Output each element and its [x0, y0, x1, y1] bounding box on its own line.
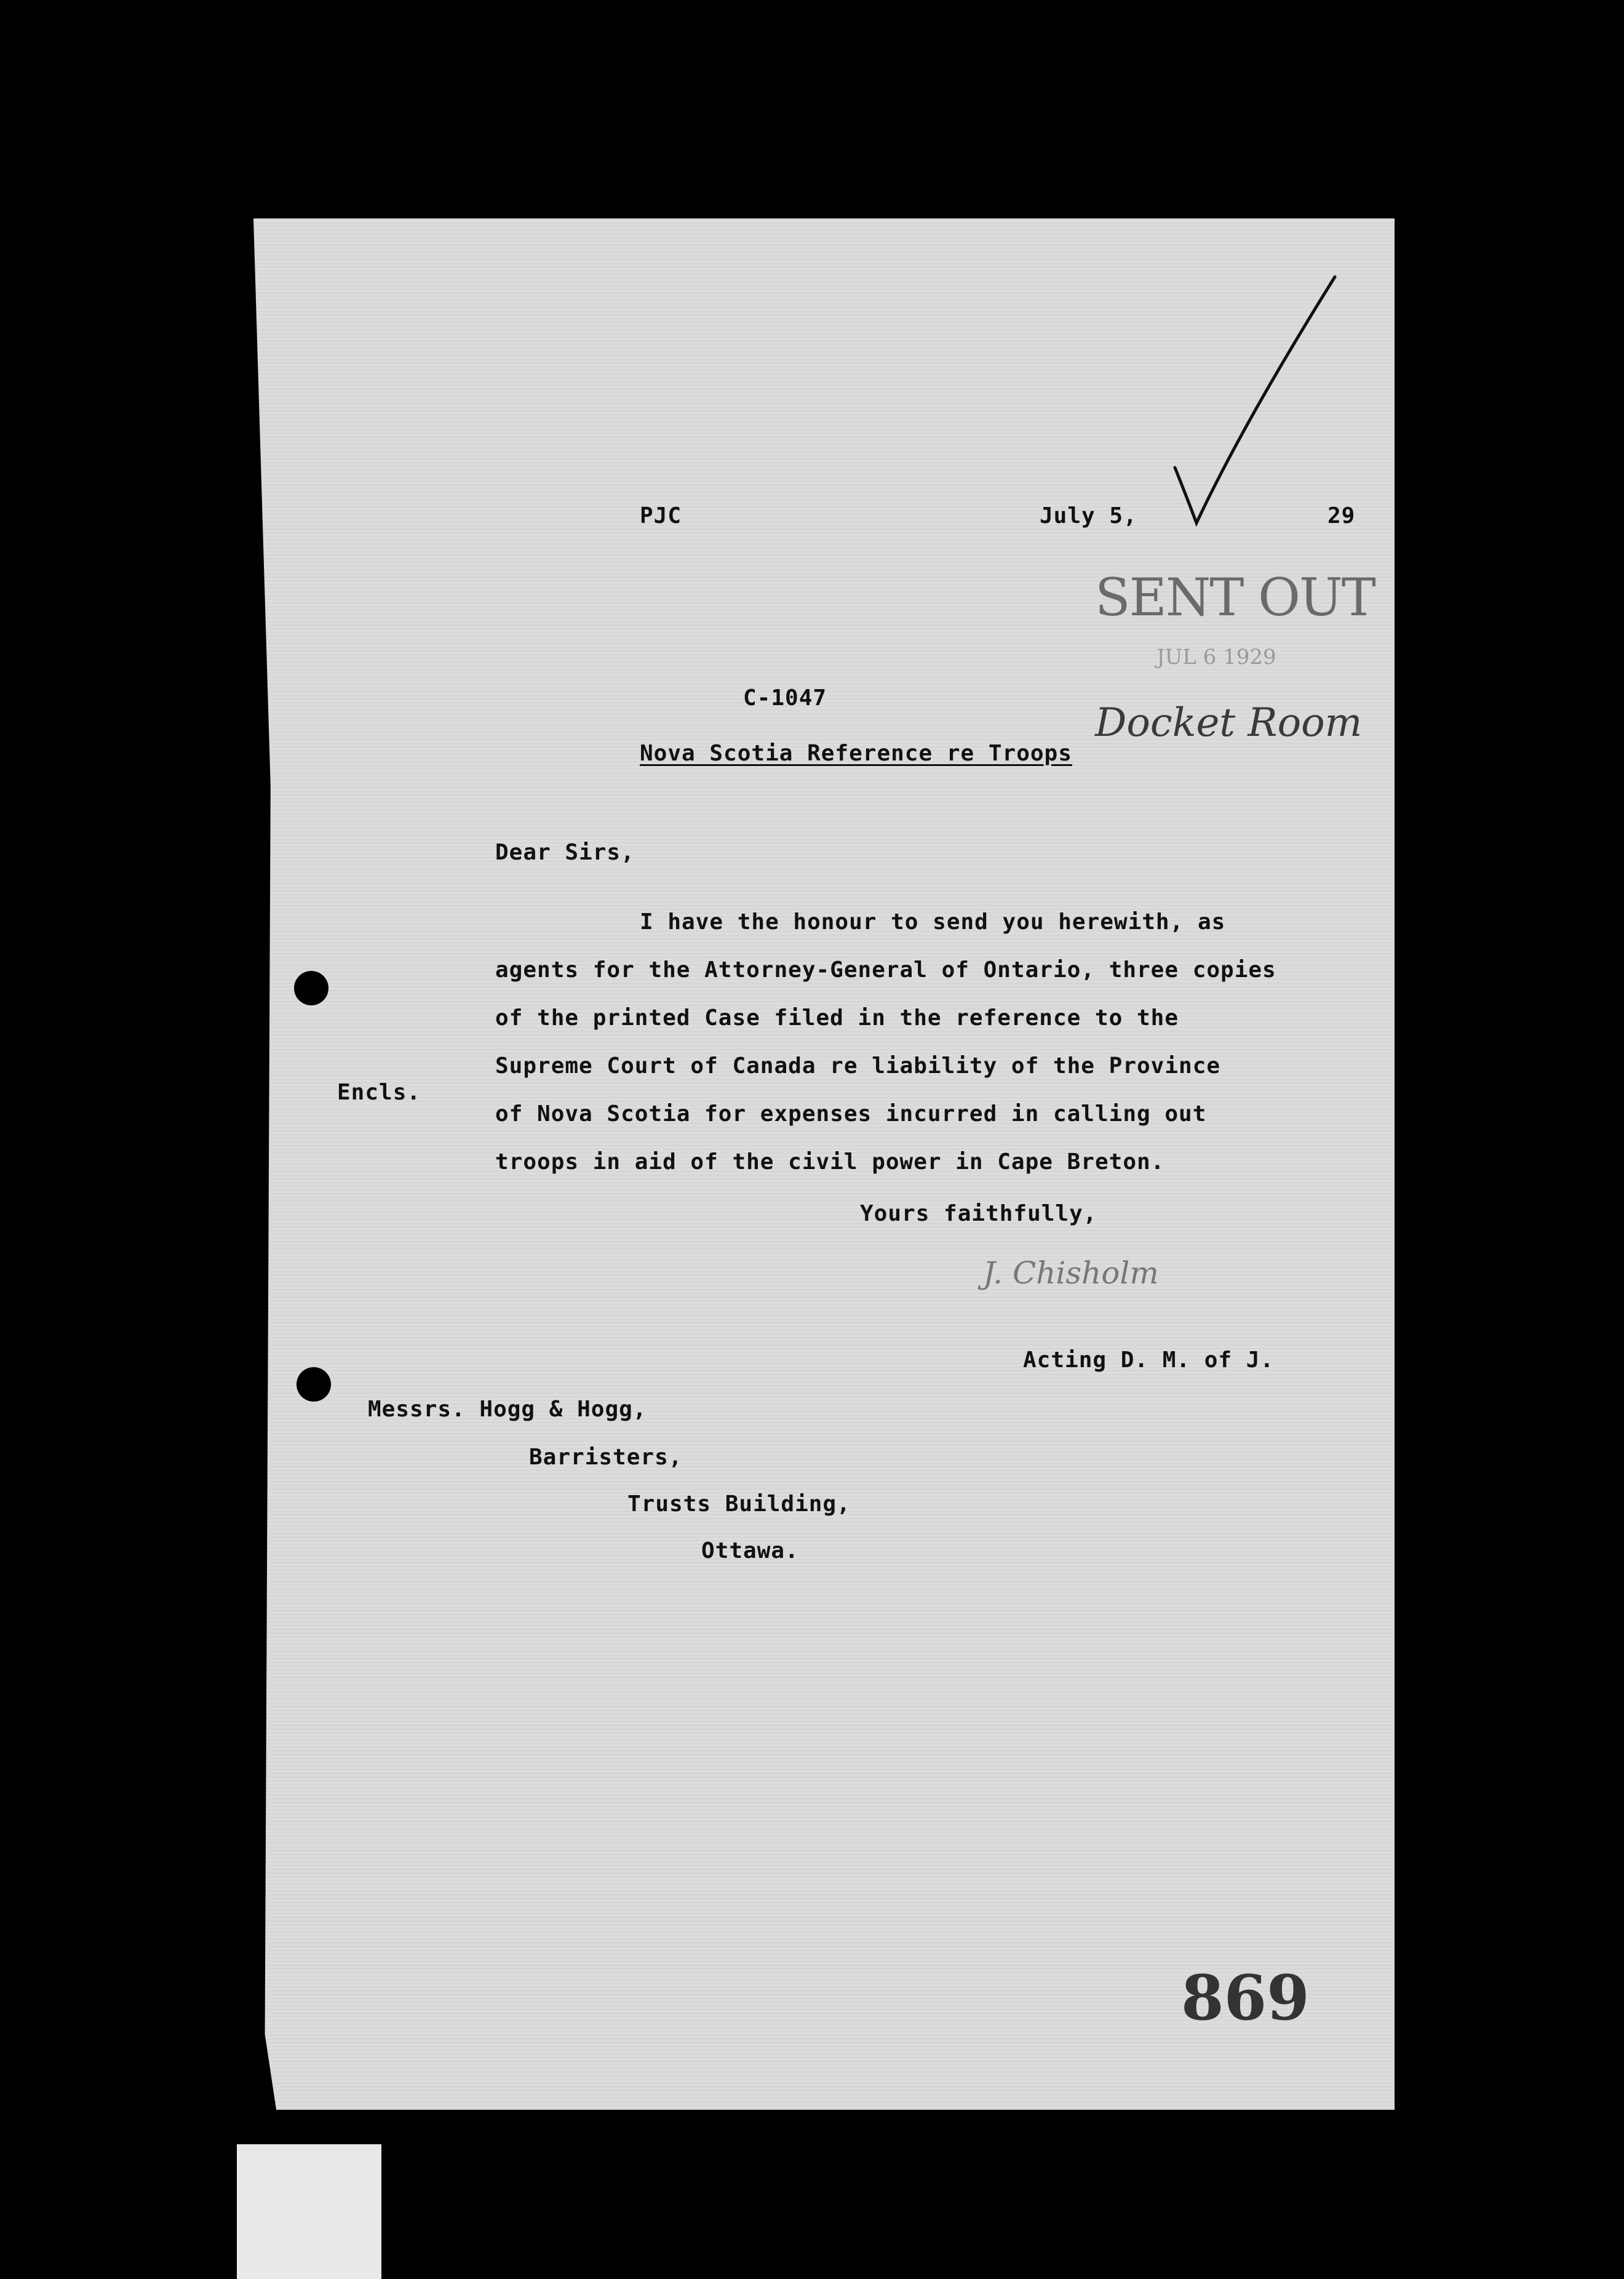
punch-hole-top — [294, 971, 328, 1005]
subject-line: Nova Scotia Reference re Troops — [640, 741, 1072, 766]
stamp-date: JUL 6 1929 — [1156, 645, 1276, 669]
address-line: Trusts Building, — [627, 1491, 851, 1517]
initials: PJC — [640, 503, 682, 529]
body-line: troops in aid of the civil power in Cape Breton. — [495, 1149, 1165, 1175]
sent-out-stamp: SENT OUT — [1095, 567, 1375, 628]
punch-hole-bottom — [297, 1367, 331, 1402]
signature: J. Chisholm — [983, 1255, 1159, 1291]
date-month-day: July 5, — [1040, 503, 1137, 529]
date-year: 29 — [1327, 503, 1356, 529]
paper-tab — [237, 2144, 381, 2279]
salutation: Dear Sirs, — [495, 840, 635, 865]
body-line: I have the honour to send you herewith, as — [640, 909, 1226, 935]
closing: Yours faithfully, — [860, 1201, 1097, 1226]
body-line: Supreme Court of Canada re liability of the Province — [495, 1053, 1221, 1079]
body-line: of Nova Scotia for expenses incurred in calling out — [495, 1101, 1207, 1127]
address-line: Messrs. Hogg & Hogg, — [368, 1397, 647, 1422]
file-number: C-1047 — [743, 685, 827, 711]
docket-room-stamp: Docket Room — [1095, 700, 1363, 746]
body-line: agents for the Attorney-General of Ontario, three copies — [495, 957, 1276, 983]
address-line: Ottawa. — [701, 1538, 799, 1563]
body-line: of the printed Case filed in the reference to the — [495, 1005, 1179, 1031]
signer-title: Acting D. M. of J. — [1023, 1347, 1275, 1373]
enclosures-note: Encls. — [337, 1080, 421, 1105]
address-line: Barristers, — [529, 1445, 683, 1470]
page-number: 869 — [1181, 1962, 1310, 2034]
checkmark-icon — [1169, 271, 1356, 541]
